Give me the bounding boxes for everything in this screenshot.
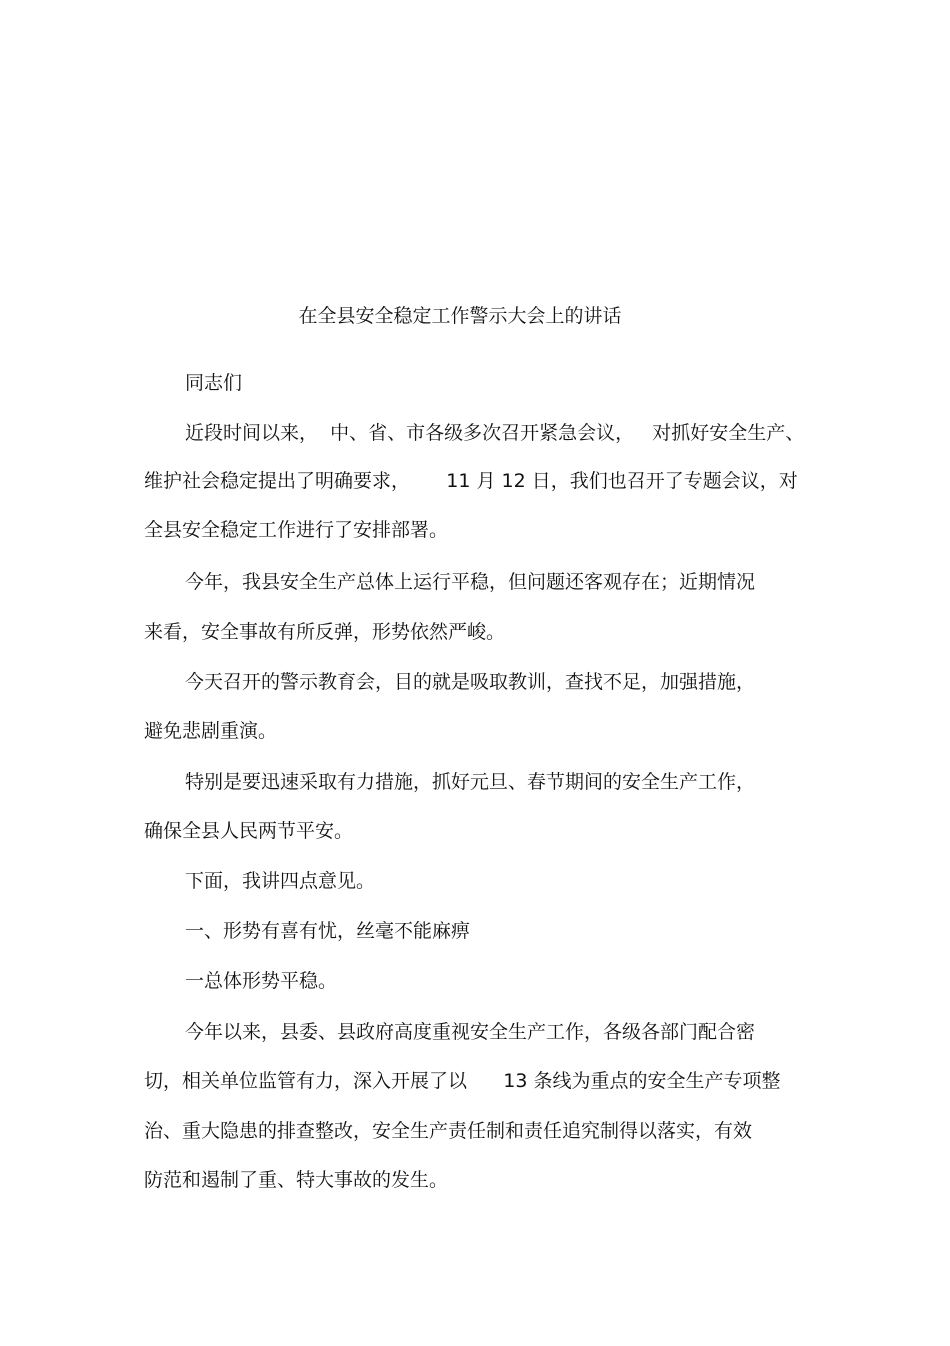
paragraph-line: 今年以来，县委、县政府高度重视安全生产工作，各级各部门配合密: [185, 1021, 756, 1043]
paragraph-line: 来看，安全事故有所反弹，形势依然严峻。: [144, 621, 506, 643]
paragraph-line: 下面，我讲四点意见。: [185, 870, 376, 892]
paragraph-line: 确保全县人民两节平安。: [144, 820, 354, 842]
paragraph-line: 今年，我县安全生产总体上运行平稳，但问题还客观存在；近期情况: [185, 571, 756, 593]
salutation: 同志们: [185, 372, 243, 394]
document-title: 在全县安全稳定工作警示大会上的讲话: [298, 305, 622, 327]
paragraph-line: 切，相关单位监管有力，深入开展了以 13 条线为重点的安全生产专项整: [144, 1070, 781, 1092]
paragraph-line: 治、重大隐患的排查整改，安全生产责任制和责任追究制得以落实，有效: [144, 1120, 753, 1142]
paragraph-line: 特别是要迅速采取有力措施，抓好元旦、春节期间的安全生产工作，: [185, 771, 756, 793]
section-heading: 一、形势有喜有忧，丝毫不能麻痹: [185, 920, 471, 942]
paragraph-line: 全县安全稳定工作进行了安排部署。: [144, 519, 449, 541]
paragraph-line: 避免悲剧重演。: [144, 720, 278, 742]
paragraph-line: 防范和遏制了重、特大事故的发生。: [144, 1169, 449, 1191]
paragraph-line: 维护社会稳定提出了明确要求， 11 月 12 日，我们也召开了专题会议，对: [144, 470, 798, 492]
paragraph-line: 今天召开的警示教育会，目的就是吸取教训，查找不足，加强措施，: [185, 671, 756, 693]
subsection-heading: 一总体形势平稳。: [185, 970, 338, 992]
paragraph-line: 近段时间以来， 中、省、市各级多次召开紧急会议， 对抓好安全生产、: [185, 422, 805, 444]
